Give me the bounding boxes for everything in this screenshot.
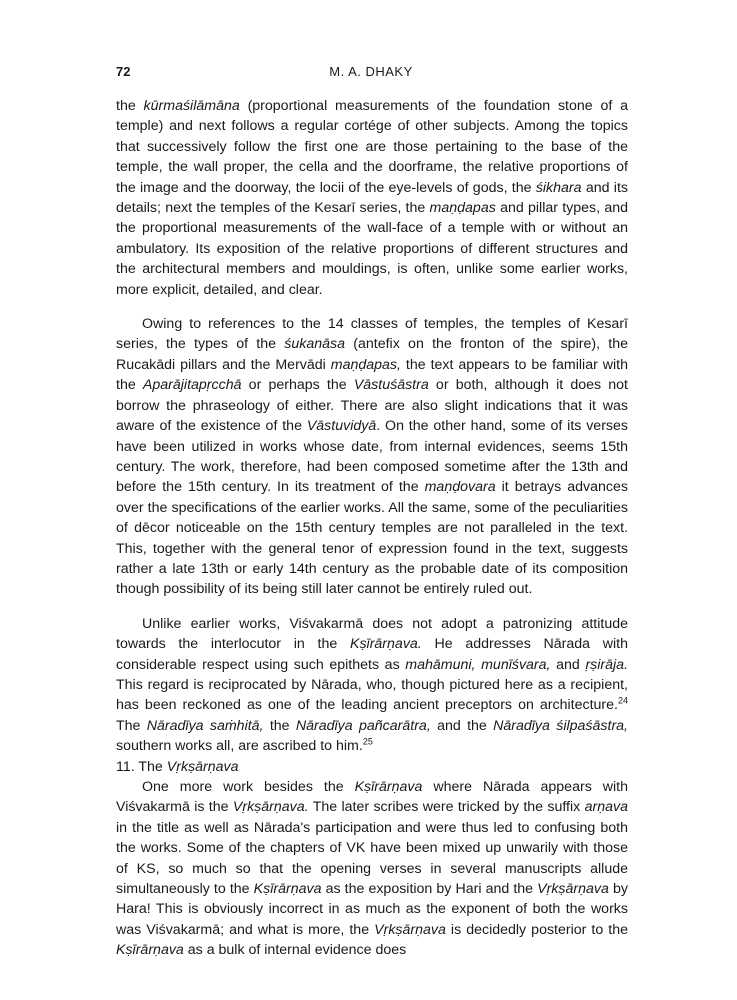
paragraph-1: the kūrmaśilāmāna (proportional measurements of the foundation stone of a temple) and next follows a regular cortége of other subjects. Among the topics that successively follow the first one are those pertaining to the base of the temple, the wall proper, the cella and the doorframe, the relative proportions of the image and the doorway, the locii of the eye-levels of gods, the śikhara and its details; next the temples of the Kesarī series, the maṇḍapas and pillar types, and the proportional measurements of the wall-face of a temple with or without an ambulatory. Its exposition of the relative proportions of different structures and the architectural members and mouldings, is often, unlike some earlier works, more explicit, detailed, and clear. [116,98,628,298]
footnote-ref-25: 25 [362,736,373,747]
footnote-ref-24: 24 [617,695,628,706]
body-text [116,96,628,961]
section-heading: 11. The Vṛkṣārṇava [116,758,239,775]
paragraph-4: One more work besides the Kṣīrārṇava where Nārada appears with Viśvakarmā is the Vṛkṣārṇava. The later scribes were tricked by the suffix arṇava in the title as well as Nārada's participation and were thus led to confusing both the works. Some of the chapters of VK have been mixed up unwarily with those of KS, so much so that the opening verses in several manuscripts allude simultaneously to the Kṣīrārṇava as the exposition by Hari and the Vṛkṣārṇava by Hara! This is obviously incorrect in as much as the exponent of both the works was Viśvakarmā; and what is more, the Vṛkṣārṇava is decidedly posterior to the Kṣīrārṇava as a bulk of internal evidence does [116,779,628,959]
running-head: M. A. DHAKY [329,64,413,79]
page-number: 72 [116,64,131,79]
paragraph-2: Owing to references to the 14 classes of temples, the temples of Kesarī series, the types of the śukanāsa (antefix on the fronton of the spire), the Rucakādi pillars and the Mervādi maṇḍapas, the text appears to be familiar with the Aparājitapṛcchā or perhaps the Vāstuśāstra or both, although it does not borrow the phraseology of either. There are also slight indications that it was aware of the existence of the Vāstuvidyā. On the other hand, some of its verses have been utilized in works whose date, from internal evidences, seems 15th century. The work, therefore, had been composed sometime after the 13th and before the 15th century. In its treatment of the maṇḍovara it betrays advances over the specifications of the earlier works. All the same, some of the peculiarities of dēcor noticeable on the 15th century temples are not paralleled in the text. This, together with the general tenor of expression found in the text, suggests rather a late 13th or early 14th century as the probable date of its composition though possibility of its being still later cannot be entirely ruled out. [116,316,629,598]
page-header [116,64,626,84]
paragraph-3: Unlike earlier works, Viśvakarmā does not adopt a patronizing attitude towards the interlocutor in the Kṣīrārṇava. He addresses Nārada with considerable respect using such epithets as mahāmuni, munīśvara, and ṛṣirāja. This regard is reciprocated by Nārada, who, though pictured here as a recipient, has been reckoned as one of the leading ancient preceptors on architecture.$^{24}$ The Nāradīya saṁhitā, the Nāradīya pañcarātra, and the Nāradīya śilpaśāstra, southern works all, are ascribed to him.$^{25}$ [116,615,629,755]
